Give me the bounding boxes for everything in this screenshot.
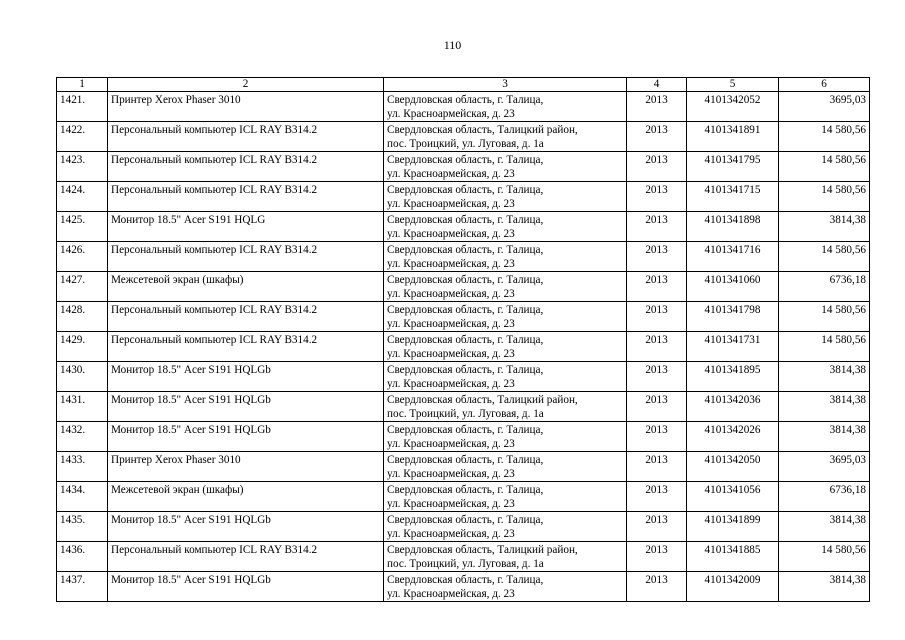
table-row xyxy=(57,512,870,542)
item-address xyxy=(384,272,627,302)
item-year: 2013 xyxy=(627,512,687,542)
item-address xyxy=(384,422,627,452)
table-row xyxy=(57,92,870,122)
page-number: 110 xyxy=(443,38,462,52)
item-cost: 3814,38 xyxy=(779,572,870,602)
table-row xyxy=(57,332,870,362)
address-line-2: ул. Красноармейская, д. 23 xyxy=(387,438,515,450)
item-cost: 14 580,56 xyxy=(779,152,870,182)
item-year: 2013 xyxy=(627,182,687,212)
row-number: 1423. xyxy=(57,152,108,182)
address-line-2: ул. Красноармейская, д. 23 xyxy=(387,468,515,480)
item-cost: 3695,03 xyxy=(779,452,870,482)
item-name: Межсетевой экран (шкафы) xyxy=(108,272,384,302)
address-line-1: Свердловская область, г. Талица, xyxy=(387,154,544,166)
item-cost: 14 580,56 xyxy=(779,182,870,212)
table-row xyxy=(57,302,870,332)
item-name: Монитор 18.5" Acer S191 HQLGb xyxy=(108,512,384,542)
table-row xyxy=(57,272,870,302)
item-cost: 14 580,56 xyxy=(779,122,870,152)
inventory-number: 4101341056 xyxy=(687,482,779,512)
item-cost: 3695,03 xyxy=(779,92,870,122)
address-line-1: Свердловская область, г. Талица, xyxy=(387,484,544,496)
inventory-number: 4101342050 xyxy=(687,452,779,482)
inventory-number: 4101341898 xyxy=(687,212,779,242)
address-line-2: ул. Красноармейская, д. 23 xyxy=(387,198,515,210)
address-line-1: Свердловская область, г. Талица, xyxy=(387,244,544,256)
item-name: Персональный компьютер ICL RAY B314.2 xyxy=(108,122,384,152)
inventory-number: 4101342052 xyxy=(687,92,779,122)
item-address xyxy=(384,302,627,332)
column-number: 4 xyxy=(627,78,687,92)
address-line-1: Свердловская область, г. Талица, xyxy=(387,184,544,196)
item-address xyxy=(384,362,627,392)
item-year: 2013 xyxy=(627,242,687,272)
item-address xyxy=(384,482,627,512)
item-name: Принтер Xerox Phaser 3010 xyxy=(108,452,384,482)
item-name: Монитор 18.5" Acer S191 HQLGb xyxy=(108,572,384,602)
address-line-2: ул. Красноармейская, д. 23 xyxy=(387,588,515,600)
table-row xyxy=(57,392,870,422)
table-row xyxy=(57,122,870,152)
item-year: 2013 xyxy=(627,482,687,512)
column-number: 1 xyxy=(57,78,108,92)
item-name: Монитор 18.5" Acer S191 HQLGb xyxy=(108,362,384,392)
table-row xyxy=(57,482,870,512)
address-line-2: ул. Красноармейская, д. 23 xyxy=(387,348,515,360)
item-address xyxy=(384,212,627,242)
item-cost: 14 580,56 xyxy=(779,242,870,272)
row-number: 1424. xyxy=(57,182,108,212)
item-name: Монитор 18.5" Acer S191 HQLGb xyxy=(108,422,384,452)
row-number: 1434. xyxy=(57,482,108,512)
address-line-1: Свердловская область, Талицкий район, xyxy=(387,394,578,406)
inventory-number: 4101342009 xyxy=(687,572,779,602)
item-year: 2013 xyxy=(627,122,687,152)
address-line-2: ул. Красноармейская, д. 23 xyxy=(387,378,515,390)
row-number: 1426. xyxy=(57,242,108,272)
address-line-2: ул. Красноармейская, д. 23 xyxy=(387,318,515,330)
address-line-1: Свердловская область, Талицкий район, xyxy=(387,124,578,136)
item-cost: 14 580,56 xyxy=(779,542,870,572)
inventory-number: 4101342036 xyxy=(687,392,779,422)
item-address xyxy=(384,152,627,182)
table-row xyxy=(57,242,870,272)
address-line-2: ул. Красноармейская, д. 23 xyxy=(387,228,515,240)
item-year: 2013 xyxy=(627,542,687,572)
inventory-number: 4101341899 xyxy=(687,512,779,542)
inventory-number: 4101342026 xyxy=(687,422,779,452)
table-row xyxy=(57,152,870,182)
column-number: 5 xyxy=(687,78,779,92)
row-number: 1433. xyxy=(57,452,108,482)
item-year: 2013 xyxy=(627,422,687,452)
table-row xyxy=(57,452,870,482)
column-number-row xyxy=(57,78,870,92)
item-address xyxy=(384,122,627,152)
inventory-number: 4101341798 xyxy=(687,302,779,332)
item-cost: 3814,38 xyxy=(779,362,870,392)
column-number: 3 xyxy=(384,78,627,92)
row-number: 1422. xyxy=(57,122,108,152)
item-address xyxy=(384,392,627,422)
item-name: Персональный компьютер ICL RAY B314.2 xyxy=(108,182,384,212)
item-year: 2013 xyxy=(627,152,687,182)
item-name: Монитор 18.5" Acer S191 HQLGb xyxy=(108,392,384,422)
address-line-1: Свердловская область, г. Талица, xyxy=(387,364,544,376)
row-number: 1421. xyxy=(57,92,108,122)
inventory-number: 4101341715 xyxy=(687,182,779,212)
address-line-1: Свердловская область, г. Талица, xyxy=(387,454,544,466)
address-line-1: Свердловская область, г. Талица, xyxy=(387,574,544,586)
item-year: 2013 xyxy=(627,572,687,602)
item-year: 2013 xyxy=(627,212,687,242)
column-number: 6 xyxy=(779,78,870,92)
address-line-1: Свердловская область, г. Талица, xyxy=(387,304,544,316)
row-number: 1437. xyxy=(57,572,108,602)
row-number: 1435. xyxy=(57,512,108,542)
item-cost: 3814,38 xyxy=(779,392,870,422)
item-year: 2013 xyxy=(627,92,687,122)
item-address xyxy=(384,242,627,272)
item-cost: 6736,18 xyxy=(779,272,870,302)
inventory-number: 4101341885 xyxy=(687,542,779,572)
address-line-2: ул. Красноармейская, д. 23 xyxy=(387,528,515,540)
item-cost: 14 580,56 xyxy=(779,332,870,362)
row-number: 1430. xyxy=(57,362,108,392)
address-line-1: Свердловская область, Талицкий район, xyxy=(387,544,578,556)
address-line-1: Свердловская область, г. Талица, xyxy=(387,274,544,286)
item-name: Монитор 18.5" Acer S191 HQLG xyxy=(108,212,384,242)
row-number: 1428. xyxy=(57,302,108,332)
item-name: Принтер Xerox Phaser 3010 xyxy=(108,92,384,122)
address-line-2: пос. Троицкий, ул. Луговая, д. 1а xyxy=(387,138,544,150)
address-line-2: ул. Красноармейская, д. 23 xyxy=(387,498,515,510)
row-number: 1427. xyxy=(57,272,108,302)
item-name: Персональный компьютер ICL RAY B314.2 xyxy=(108,302,384,332)
table-row xyxy=(57,422,870,452)
item-cost: 3814,38 xyxy=(779,422,870,452)
row-number: 1436. xyxy=(57,542,108,572)
address-line-2: ул. Красноармейская, д. 23 xyxy=(387,108,515,120)
item-address xyxy=(384,572,627,602)
item-address xyxy=(384,182,627,212)
inventory-number: 4101341731 xyxy=(687,332,779,362)
item-name: Персональный компьютер ICL RAY B314.2 xyxy=(108,332,384,362)
address-line-2: ул. Красноармейская, д. 23 xyxy=(387,168,515,180)
item-year: 2013 xyxy=(627,392,687,422)
address-line-2: ул. Красноармейская, д. 23 xyxy=(387,288,515,300)
item-name: Персональный компьютер ICL RAY B314.2 xyxy=(108,242,384,272)
address-line-1: Свердловская область, г. Талица, xyxy=(387,94,544,106)
table-row xyxy=(57,212,870,242)
address-line-2: пос. Троицкий, ул. Луговая, д. 1а xyxy=(387,408,544,420)
address-line-1: Свердловская область, г. Талица, xyxy=(387,514,544,526)
address-line-1: Свердловская область, г. Талица, xyxy=(387,424,544,436)
item-year: 2013 xyxy=(627,362,687,392)
row-number: 1429. xyxy=(57,332,108,362)
property-registry-table xyxy=(56,77,870,602)
row-number: 1425. xyxy=(57,212,108,242)
item-year: 2013 xyxy=(627,332,687,362)
table-row xyxy=(57,182,870,212)
item-name: Персональный компьютер ICL RAY B314.2 xyxy=(108,542,384,572)
item-address xyxy=(384,332,627,362)
inventory-number: 4101341795 xyxy=(687,152,779,182)
item-cost: 3814,38 xyxy=(779,512,870,542)
item-year: 2013 xyxy=(627,452,687,482)
table-row xyxy=(57,362,870,392)
inventory-number: 4101341716 xyxy=(687,242,779,272)
column-number: 2 xyxy=(108,78,384,92)
address-line-1: Свердловская область, г. Талица, xyxy=(387,334,544,346)
item-name: Межсетевой экран (шкафы) xyxy=(108,482,384,512)
item-address xyxy=(384,512,627,542)
item-address xyxy=(384,542,627,572)
item-cost: 6736,18 xyxy=(779,482,870,512)
row-number: 1432. xyxy=(57,422,108,452)
address-line-1: Свердловская область, г. Талица, xyxy=(387,214,544,226)
inventory-number: 4101341891 xyxy=(687,122,779,152)
inventory-number: 4101341895 xyxy=(687,362,779,392)
table-row xyxy=(57,542,870,572)
inventory-number: 4101341060 xyxy=(687,272,779,302)
item-year: 2013 xyxy=(627,302,687,332)
item-cost: 3814,38 xyxy=(779,212,870,242)
address-line-2: пос. Троицкий, ул. Луговая, д. 1а xyxy=(387,558,544,570)
item-year: 2013 xyxy=(627,272,687,302)
item-address xyxy=(384,452,627,482)
row-number: 1431. xyxy=(57,392,108,422)
address-line-2: ул. Красноармейская, д. 23 xyxy=(387,258,515,270)
table-row xyxy=(57,572,870,602)
item-cost: 14 580,56 xyxy=(779,302,870,332)
item-address xyxy=(384,92,627,122)
item-name: Персональный компьютер ICL RAY B314.2 xyxy=(108,152,384,182)
